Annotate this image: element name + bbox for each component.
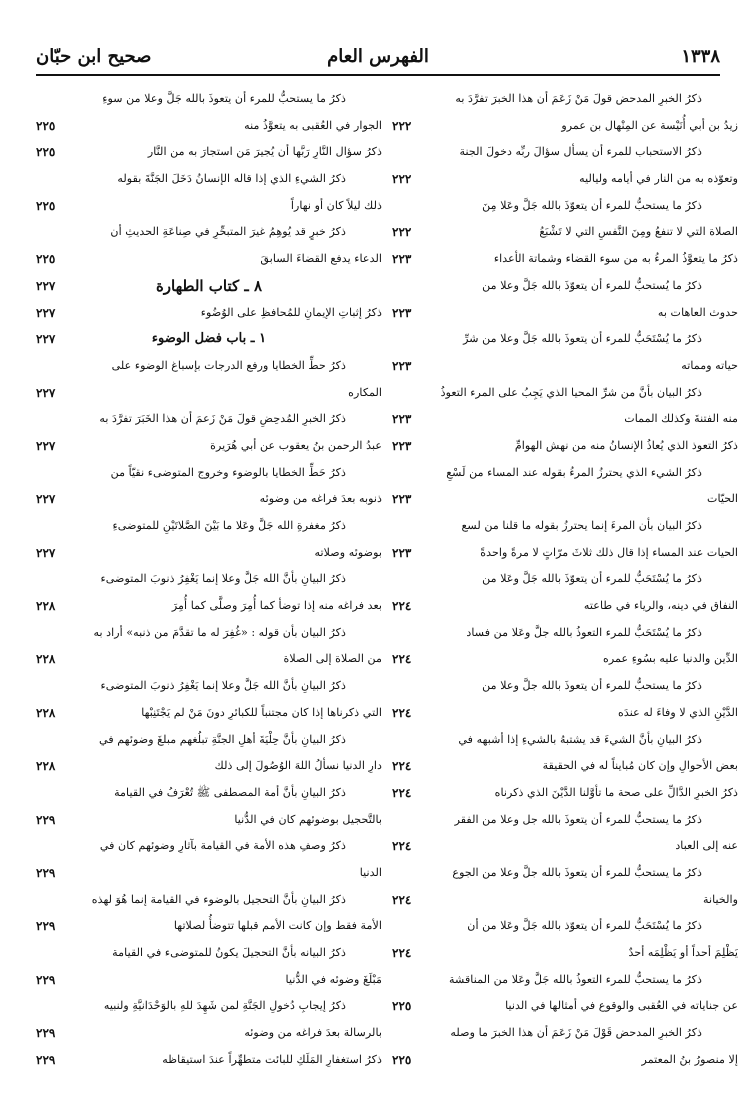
entry-page-number: ٢٢٧ bbox=[36, 305, 56, 320]
entry-text: ذكرُ الشيء الذي يحترزُ المرءُ بقوله عند المساء من لَسْعِ bbox=[446, 465, 702, 479]
index-entry bbox=[36, 566, 382, 593]
entry-text: ذكرُ ما يستحبُّ للمرء أن يتعوذَ بالله جَلَّ وعلا من سوءِ bbox=[102, 92, 346, 105]
entry-page-number: ٢٢٤ bbox=[392, 839, 412, 854]
entry-text: عبدُ الرحمن بنُ يعقوب عن أبي هُرَيرة bbox=[210, 438, 382, 452]
entry-text: يَظْلِمَ أحداً أو يَظْلِمَه أحدٌ bbox=[628, 946, 738, 959]
entry-text: ذكرُ الخبرِ المُدحِضِ قولَ مَنْ زَعمَ أن هذا الخَبَرَ تفرَّدَ به bbox=[99, 412, 346, 426]
entry-text: دارِ الدنيا نسألُ اللهَ الوُصُولَ إلى ذلك bbox=[214, 759, 382, 773]
index-entry bbox=[36, 166, 382, 193]
index-entry bbox=[392, 380, 738, 407]
entry-page-number: ٢٢٢ bbox=[392, 225, 412, 240]
index-entry bbox=[392, 1020, 738, 1047]
index-entry bbox=[36, 540, 382, 567]
entry-text: الصلاة التي لا تنفعُ ومِنَ النَّفسِ التي لا تَشْبَعُ bbox=[539, 225, 738, 239]
entry-page-number: ٢٢٧ bbox=[36, 492, 56, 507]
entry-page-number: ٢٢٥ bbox=[392, 1052, 412, 1067]
entry-page-number: ٢٢٧ bbox=[36, 332, 56, 347]
index-entry bbox=[392, 860, 738, 887]
entry-text: من الصلاة إلى الصلاة bbox=[283, 652, 382, 666]
entry-text: ذكرُ البيانِ بأنَّ حِلْيَةَ أهلِ الجنَّةِ تبلُغهم مبلغَ وضوئهم في bbox=[99, 732, 346, 746]
index-entry bbox=[36, 300, 382, 327]
index-entry bbox=[392, 753, 738, 780]
index-entry bbox=[36, 486, 382, 513]
index-entry bbox=[36, 807, 382, 834]
entry-page-number: ٢٢٤ bbox=[392, 652, 412, 667]
index-entry bbox=[36, 646, 382, 673]
entry-page-number: ٢٢٢ bbox=[392, 118, 412, 133]
entry-page-number: ٢٢٣ bbox=[392, 252, 412, 267]
index-entry bbox=[392, 993, 738, 1020]
page-header bbox=[36, 42, 720, 76]
index-entry bbox=[36, 406, 382, 433]
entry-text: ذكرُ الاستحباب للمرء أن يسأل سؤالَ ربِّه دخولَ الجنة bbox=[459, 145, 702, 159]
index-entry bbox=[392, 193, 738, 220]
entry-page-number: ٢٢٤ bbox=[392, 599, 412, 614]
entry-text: ذكرُ وصفِ هذه الأمة في القيامة بآثارِ وضوئهم كان في bbox=[99, 839, 346, 853]
entry-page-number: ٢٢٣ bbox=[392, 438, 412, 453]
index-entry bbox=[392, 700, 738, 727]
entry-page-number: ٢٢٩ bbox=[36, 1052, 56, 1067]
index-entry bbox=[36, 139, 382, 166]
index-entry bbox=[392, 326, 738, 353]
index-entry bbox=[392, 219, 738, 246]
entry-text: بوضوئه وصلاته bbox=[314, 545, 382, 559]
entry-text: ذكرُ الخبرِ المدحض قولَ مَنْ زَعَمَ أن هذا الخبرَ تفرَّدَ به bbox=[455, 92, 702, 105]
index-entry bbox=[392, 833, 738, 860]
entry-text: ذكرُ ما يستحبُّ للمرء أن يتعوذَ بالله جلَّ وعلا من bbox=[482, 679, 702, 693]
entry-text: الحيّات bbox=[706, 492, 738, 506]
section-heading bbox=[36, 326, 382, 353]
entry-text: ذكرُ الخبرِ المدحض قَوْلَ مَنْ زَعَمَ أن هذا الخبرَ ما وصله bbox=[450, 1026, 702, 1040]
entry-text: ذكرُ ما يُسْتَحَبُّ للمرء أن يتعوّذَ بالله جَلَّ وعَلا من bbox=[482, 572, 702, 586]
entry-page-number: ٢٢٥ bbox=[36, 118, 56, 133]
index-entry bbox=[36, 727, 382, 754]
index-entry bbox=[392, 486, 738, 513]
entry-page-number: ٢٢٣ bbox=[392, 358, 412, 373]
entry-text: ٨ ـ كتاب الطهارة bbox=[155, 276, 263, 295]
entry-text: ذكرُ مغفرةِ الله جَلَّ وعَلا ما بَيْنَ الصَّلاتَيْنِ للمتوضىءِ bbox=[112, 519, 346, 532]
index-entry bbox=[392, 593, 738, 620]
entry-text: منه الفتنةَ وكذلك الممات bbox=[624, 412, 738, 426]
entry-text: ذكرُ البيانِ بأنَّ أمة المصطفى ﷺ تُعْرَفُ في القيامة bbox=[114, 785, 346, 799]
entry-text: ذكرُ البيان بأنَّ من شرِّ المحيا الذي يَجِبُ على المرء التعوذُ bbox=[440, 385, 702, 399]
entry-page-number: ٢٢٤ bbox=[392, 946, 412, 960]
index-entry bbox=[392, 1047, 738, 1074]
index-column-left bbox=[36, 86, 382, 1073]
index-entry bbox=[36, 246, 382, 273]
entry-text: ذكرُ البيانه بأنَّ التحجيلَ يكونُ للمتوضىء في القيامة bbox=[112, 946, 346, 959]
entry-text: ذكرُ ما يستحبُّ للمرء أن يتعوذَ بالله جلَّ وعلا من الجوع bbox=[452, 865, 702, 879]
entry-text: ذكرُ الخبرِ الدَّالِّ على صحة ما تأوَّلنا الدَّيْنَ الذي ذكرناه bbox=[494, 785, 738, 799]
index-entry bbox=[392, 540, 738, 567]
entry-text: ذكرُ حَطِّ الخطايا بالوضوء وخروج المتوضىء نقيّاً من bbox=[110, 465, 346, 479]
index-entry bbox=[36, 1047, 382, 1074]
entry-text: ذكرُ ما يستحبُّ للمرء أن يتعوذَ بالله جل وعلا من الفقر bbox=[454, 812, 702, 826]
entry-text: ذكرُ حطِّ الخطايا ورفع الدرجات بإسباغ الوضوء على bbox=[111, 358, 346, 372]
entry-text: ذكرُ إثباتِ الإيمانِ للمُحافظِ على الوُضُوء bbox=[200, 305, 382, 319]
index-entry bbox=[36, 913, 382, 940]
index-entry bbox=[392, 353, 738, 380]
entry-page-number: ٢٢٣ bbox=[392, 492, 412, 507]
entry-page-number: ٢٢٨ bbox=[36, 652, 56, 667]
index-entry bbox=[36, 700, 382, 727]
entry-text: ذكرُ البيانِ بأنَّ الشيءَ قد يشتبهُ بالشيءِ إذا أشبهه في bbox=[458, 732, 702, 746]
index-entry bbox=[392, 513, 738, 540]
entry-page-number: ٢٢٤ bbox=[392, 759, 412, 774]
index-entry bbox=[392, 967, 738, 994]
entry-page-number: ٢٢٣ bbox=[392, 305, 412, 320]
entry-page-number: ٢٢٢ bbox=[392, 172, 412, 187]
entry-page-number: ٢٢٨ bbox=[36, 705, 56, 720]
index-entry bbox=[392, 620, 738, 647]
entry-text: ذكرُ التعوذ الذي يُعاذُ الإنسانُ منه من نهش الهوامِّ bbox=[514, 438, 738, 452]
entry-text: بعض الأحوالِ وإن كان مُبايناً له في الحقيقة bbox=[542, 759, 738, 773]
entry-text: حدوث العاهات به bbox=[657, 305, 738, 319]
entry-text: ذكرُ ما يُسْتَحَبُّ للمرء أن يتعوذَ بالله جَلَّ وعلا من شرِّ bbox=[463, 332, 702, 346]
entry-page-number: ٢٢٤ bbox=[392, 785, 412, 800]
index-entry bbox=[36, 1020, 382, 1047]
page-number: ١٣٣٨ bbox=[681, 46, 720, 67]
entry-text: ذنوبه بعدَ فراغه من وضوئه bbox=[259, 492, 382, 506]
index-entry bbox=[36, 353, 382, 380]
index-entry bbox=[392, 646, 738, 673]
entry-text: ذكرُ ما يتعوَّذُ المرءُ به من سوء القضاء وشماتة الأعداء bbox=[493, 252, 738, 266]
entry-page-number: ٢٢٩ bbox=[36, 812, 56, 827]
page-title: الفهرس العام bbox=[327, 46, 429, 67]
entry-text: وتعوّذه به من النار في أيامه ولياليه bbox=[579, 172, 738, 186]
index-entry bbox=[392, 86, 738, 113]
index-entry bbox=[392, 246, 738, 273]
entry-text: الحيات عند المساء إذا قال ذلك ثلاثَ مرّاتٍ لا مرةً واحدةً bbox=[480, 545, 738, 559]
entry-page-number: ٢٢٨ bbox=[36, 599, 56, 614]
index-entry bbox=[392, 913, 738, 940]
entry-text: ذلك ليلاً كان أو نهاراً bbox=[290, 198, 382, 212]
entry-text: ذكرُ ما يُسْتَحَبُّ للمرء التعوذُ بالله جلَّ وعَلا من فساد bbox=[466, 625, 702, 639]
entry-page-number: ٢٢٩ bbox=[36, 1026, 56, 1041]
entry-page-number: ٢٢٧ bbox=[36, 545, 56, 560]
entry-text: الجوار في العُقبى به يتعوَّذُ منه bbox=[244, 118, 382, 132]
index-entry bbox=[36, 860, 382, 887]
entry-text: عنه إلى العباد bbox=[675, 839, 738, 853]
index-entry bbox=[392, 887, 738, 914]
entry-page-number: ٢٢٥ bbox=[36, 145, 56, 160]
index-entry bbox=[392, 780, 738, 807]
entry-text: الدَّيْنِ الذي لا وفاءَ له عندَه bbox=[618, 705, 738, 719]
index-entry bbox=[36, 753, 382, 780]
entry-text: بالتَّحجيل بوضوئهم كان في الدُّنيا bbox=[234, 812, 382, 826]
entry-text: ذكرُ خبرٍ قد يُوهِمُ غيرَ المتبحِّرِ في صِناعَةِ الحديثِ أن bbox=[110, 225, 346, 239]
entry-text: ذكرُ ما يُسْتَحَبُّ للمرء أن يتعوّذ بالله جَلَّ وعَلا من أن bbox=[467, 919, 702, 933]
entry-text: ذكرُ الشيءِ الذي إذا قاله الإنسانُ دَخَلَ الجَنَّةَ بقوله bbox=[117, 172, 346, 186]
index-entry bbox=[392, 406, 738, 433]
entry-text: زيدُ بن أبي أُنَيْسة عن المِنْهال بن عمرو bbox=[561, 118, 738, 132]
index-entry bbox=[36, 593, 382, 620]
entry-text: ذكرُ البيانِ بأنَّ الله جَلَّ وعلا إنما يَغْفِرُ ذنوبَ المتوضىء bbox=[100, 679, 346, 693]
entry-page-number: ٢٢٧ bbox=[36, 438, 56, 453]
index-entry bbox=[392, 673, 738, 700]
index-entry bbox=[392, 727, 738, 754]
index-entry bbox=[392, 566, 738, 593]
index-entry bbox=[392, 460, 738, 487]
entry-page-number: ٢٢٥ bbox=[36, 252, 56, 267]
entry-text: ذكرُ البيانِ بأنَّ التحجيل بالوضوء في القيامة إنما هُوَ لهذه bbox=[91, 892, 346, 906]
entry-page-number: ٢٢٨ bbox=[36, 759, 56, 774]
entry-text: ذكرُ ما يُستحبُّ للمرء أن يتعوّذَ بالله جَلَّ وعلا من bbox=[482, 278, 702, 292]
entry-text: مَبْلَغَ وضوئه في الدُّنيا bbox=[285, 972, 382, 986]
index-entry bbox=[392, 166, 738, 193]
entry-text: ذكرُ سؤال النَّارِ رَبَّها أن يُجيرَ مَن استجارَ به من النَّار bbox=[147, 145, 382, 159]
entry-text: ذكرُ ما يستحبُّ للمرء التعوذُ بالله جَلَّ وعَلا من المناقشة bbox=[448, 972, 702, 986]
index-entry bbox=[36, 967, 382, 994]
index-entry bbox=[36, 380, 382, 407]
index-entry bbox=[392, 433, 738, 460]
entry-text: ذكرُ البيانِ بأنَّ الله جَلَّ وعلا إنما يَغْفِرُ ذنوبَ المتوضىء bbox=[100, 572, 346, 586]
index-entry bbox=[392, 273, 738, 300]
index-entry bbox=[392, 113, 738, 140]
entry-page-number: ٢٢٤ bbox=[392, 892, 412, 907]
entry-text: الدعاء يدفع القضاءَ السابقَ bbox=[260, 252, 382, 266]
entry-text: بالرسالة بعدَ فراغه من وضوئه bbox=[244, 1026, 382, 1040]
entry-text: الأمة فقط وإن كانت الأمم قبلها تتوضأُ لصلاتها bbox=[173, 919, 382, 933]
entry-text: ذكرُ البيان بأن قوله : «غُفِرَ له ما تقدَّمَ من ذنبه» أراد به bbox=[93, 625, 346, 639]
index-entry bbox=[36, 940, 382, 967]
entry-text: التي ذكرناها إذا كان مجتنباً للكبائرِ دونَ مَنْ لم يَجْتَنِبْها bbox=[141, 705, 382, 719]
index-entry bbox=[36, 887, 382, 914]
entry-page-number: ٢٢٧ bbox=[36, 385, 56, 400]
entry-text: ذكرُ ما يستحبُّ للمرء أن يتعوّذَ بالله جَلَّ وعَلا مِنَ bbox=[482, 198, 702, 212]
entry-text: عن جناياته في العُقبى والوقوع في أمثالها في الدنيا bbox=[505, 999, 738, 1013]
index-entry bbox=[36, 433, 382, 460]
index-entry bbox=[392, 300, 738, 327]
entry-page-number: ٢٢٥ bbox=[36, 198, 56, 213]
index-entry bbox=[36, 513, 382, 540]
entry-text: المكاره bbox=[348, 385, 382, 399]
index-entry bbox=[36, 780, 382, 807]
entry-text: ذكرُ البيان بأن المرءَ إنما يحترزُ بقوله ما قلنا من لسع bbox=[461, 519, 702, 532]
index-entry bbox=[36, 620, 382, 647]
index-entry bbox=[36, 219, 382, 246]
index-entry bbox=[36, 993, 382, 1020]
entry-text: ١ ـ باب فضل الوضوء bbox=[151, 331, 267, 347]
index-entry bbox=[36, 673, 382, 700]
index-entry bbox=[36, 86, 382, 113]
book-title: صحيح ابن حبّان bbox=[36, 46, 152, 67]
entry-page-number: ٢٢٥ bbox=[392, 999, 412, 1014]
entry-page-number: ٢٢٣ bbox=[392, 412, 412, 427]
index-entry bbox=[392, 940, 738, 967]
entry-page-number: ٢٢٩ bbox=[36, 865, 56, 880]
entry-text: حياته ومماته bbox=[681, 358, 738, 372]
section-heading bbox=[36, 273, 382, 300]
entry-page-number: ٢٢٧ bbox=[36, 278, 56, 293]
entry-text: والخيانة bbox=[702, 892, 738, 906]
entry-text: بعد فراغه منه إذا توضأ كما أُمِرَ وصلَّى كما أُمِرَ bbox=[171, 599, 382, 613]
entry-page-number: ٢٢٣ bbox=[392, 545, 412, 560]
entry-text: الدِّين والدنيا عليه بسُوءِ عمره bbox=[603, 652, 738, 666]
index-entry bbox=[392, 807, 738, 834]
index-entry bbox=[392, 139, 738, 166]
index-entry bbox=[36, 193, 382, 220]
index-entry bbox=[36, 460, 382, 487]
index-entry bbox=[36, 113, 382, 140]
entry-text: إلا منصورُ بنُ المعتمر bbox=[641, 1052, 738, 1066]
entry-text: الدنيا bbox=[359, 865, 382, 879]
entry-text: النفاق في دينه، والرياء في طاعته bbox=[583, 599, 738, 613]
entry-text: ذكرُ استغفارِ المَلَكِ للبائت متطهِّراً عندَ استيقاظه bbox=[162, 1052, 382, 1066]
index-column-right bbox=[392, 86, 738, 1073]
index-entry bbox=[36, 833, 382, 860]
entry-page-number: ٢٢٩ bbox=[36, 972, 56, 987]
entry-page-number: ٢٢٤ bbox=[392, 705, 412, 720]
entry-page-number: ٢٢٩ bbox=[36, 919, 56, 934]
entry-text: ذكرُ إيجابِ دُخولِ الجَنَّةِ لمن شَهِدَ للهِ بالوَحْدَانيَّةِ ولنبيه bbox=[103, 999, 346, 1013]
